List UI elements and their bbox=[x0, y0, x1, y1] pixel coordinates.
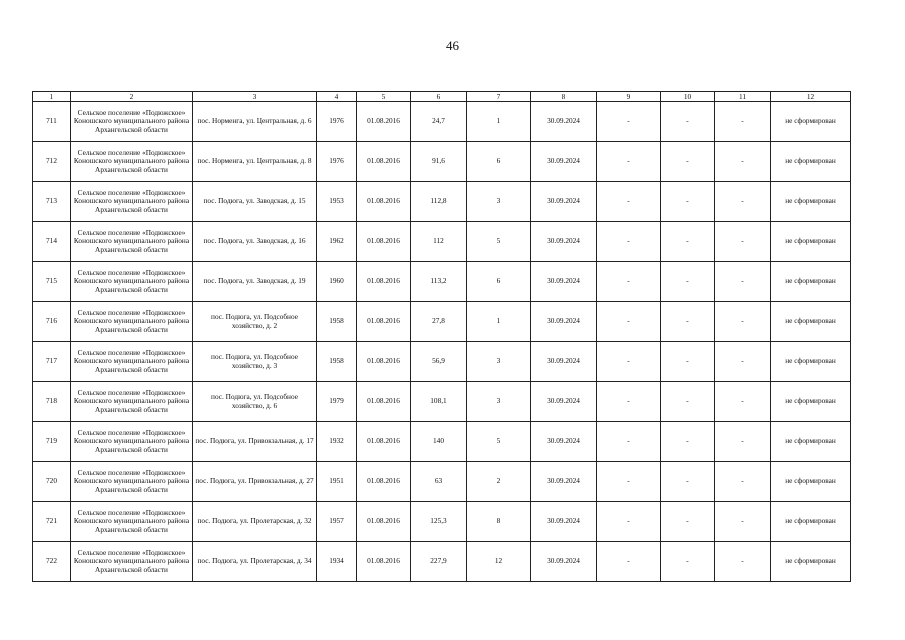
cell-col-11: - bbox=[715, 142, 771, 182]
cell-status: не сформирован bbox=[771, 422, 851, 462]
cell-year-built: 1951 bbox=[317, 462, 357, 502]
cell-municipality: Сельское поселение «Подюжское» Коношского муниципального района Архангельской области bbox=[71, 382, 193, 422]
cell-status: не сформирован bbox=[771, 222, 851, 262]
cell-row-number: 721 bbox=[33, 502, 71, 542]
cell-area: 112 bbox=[411, 222, 467, 262]
cell-row-number: 714 bbox=[33, 222, 71, 262]
cell-col-11: - bbox=[715, 342, 771, 382]
table-row bbox=[33, 502, 851, 542]
cell-col-10: - bbox=[661, 422, 715, 462]
cell-recognition-date: 01.08.2016 bbox=[357, 382, 411, 422]
cell-residents: 12 bbox=[467, 542, 531, 582]
cell-row-number: 717 bbox=[33, 342, 71, 382]
cell-municipality: Сельское поселение «Подюжское» Коношского муниципального района Архангельской области bbox=[71, 182, 193, 222]
table-row bbox=[33, 102, 851, 142]
cell-resettlement-deadline: 30.09.2024 bbox=[531, 542, 597, 582]
cell-area: 63 bbox=[411, 462, 467, 502]
cell-status: не сформирован bbox=[771, 182, 851, 222]
cell-row-number: 711 bbox=[33, 102, 71, 142]
cell-col-9: - bbox=[597, 542, 661, 582]
cell-area: 125,3 bbox=[411, 502, 467, 542]
column-header-2: 2 bbox=[71, 92, 193, 102]
cell-col-9: - bbox=[597, 222, 661, 262]
cell-residents: 3 bbox=[467, 342, 531, 382]
cell-address: пос. Подюга, ул. Пролетарская, д. 32 bbox=[193, 502, 317, 542]
cell-municipality: Сельское поселение «Подюжское» Коношского муниципального района Архангельской области bbox=[71, 302, 193, 342]
cell-row-number: 715 bbox=[33, 262, 71, 302]
cell-address: пос. Норменга, ул. Центральная, д. 8 bbox=[193, 142, 317, 182]
cell-col-9: - bbox=[597, 422, 661, 462]
column-header-7: 7 bbox=[467, 92, 531, 102]
cell-residents: 3 bbox=[467, 182, 531, 222]
column-header-12: 12 bbox=[771, 92, 851, 102]
cell-residents: 6 bbox=[467, 262, 531, 302]
cell-status: не сформирован bbox=[771, 302, 851, 342]
cell-col-11: - bbox=[715, 302, 771, 342]
table-row bbox=[33, 182, 851, 222]
column-header-8: 8 bbox=[531, 92, 597, 102]
cell-resettlement-deadline: 30.09.2024 bbox=[531, 102, 597, 142]
cell-row-number: 720 bbox=[33, 462, 71, 502]
cell-resettlement-deadline: 30.09.2024 bbox=[531, 342, 597, 382]
cell-year-built: 1979 bbox=[317, 382, 357, 422]
cell-municipality: Сельское поселение «Подюжское» Коношского муниципального района Архангельской области bbox=[71, 502, 193, 542]
cell-row-number: 719 bbox=[33, 422, 71, 462]
cell-col-10: - bbox=[661, 342, 715, 382]
table-row bbox=[33, 382, 851, 422]
cell-year-built: 1958 bbox=[317, 302, 357, 342]
column-header-1: 1 bbox=[33, 92, 71, 102]
cell-residents: 1 bbox=[467, 102, 531, 142]
cell-recognition-date: 01.08.2016 bbox=[357, 262, 411, 302]
column-header-11: 11 bbox=[715, 92, 771, 102]
cell-resettlement-deadline: 30.09.2024 bbox=[531, 262, 597, 302]
table-row bbox=[33, 262, 851, 302]
column-header-5: 5 bbox=[357, 92, 411, 102]
cell-address: пос. Подюга, ул. Пролетарская, д. 34 bbox=[193, 542, 317, 582]
cell-resettlement-deadline: 30.09.2024 bbox=[531, 302, 597, 342]
cell-municipality: Сельское поселение «Подюжское» Коношского муниципального района Архангельской области bbox=[71, 102, 193, 142]
cell-area: 27,8 bbox=[411, 302, 467, 342]
table-row bbox=[33, 422, 851, 462]
cell-address: пос. Подюга, ул. Привокзальная, д. 17 bbox=[193, 422, 317, 462]
cell-col-9: - bbox=[597, 502, 661, 542]
cell-col-9: - bbox=[597, 382, 661, 422]
cell-col-9: - bbox=[597, 142, 661, 182]
cell-area: 112,8 bbox=[411, 182, 467, 222]
cell-recognition-date: 01.08.2016 bbox=[357, 462, 411, 502]
cell-municipality: Сельское поселение «Подюжское» Коношского муниципального района Архангельской области bbox=[71, 462, 193, 502]
cell-address: пос. Норменга, ул. Центральная, д. 6 bbox=[193, 102, 317, 142]
cell-status: не сформирован bbox=[771, 102, 851, 142]
cell-col-10: - bbox=[661, 262, 715, 302]
cell-col-10: - bbox=[661, 382, 715, 422]
cell-municipality: Сельское поселение «Подюжское» Коношского муниципального района Архангельской области bbox=[71, 342, 193, 382]
page-number: 46 bbox=[446, 38, 459, 53]
cell-col-10: - bbox=[661, 502, 715, 542]
cell-address: пос. Подюга, ул. Подсобное хозяйство, д. 3 bbox=[193, 342, 317, 382]
cell-municipality: Сельское поселение «Подюжское» Коношского муниципального района Архангельской области bbox=[71, 262, 193, 302]
cell-year-built: 1932 bbox=[317, 422, 357, 462]
table-row bbox=[33, 142, 851, 182]
cell-municipality: Сельское поселение «Подюжское» Коношского муниципального района Архангельской области bbox=[71, 222, 193, 262]
cell-col-9: - bbox=[597, 462, 661, 502]
cell-recognition-date: 01.08.2016 bbox=[357, 422, 411, 462]
cell-residents: 6 bbox=[467, 142, 531, 182]
cell-area: 108,1 bbox=[411, 382, 467, 422]
cell-recognition-date: 01.08.2016 bbox=[357, 502, 411, 542]
cell-year-built: 1953 bbox=[317, 182, 357, 222]
cell-year-built: 1958 bbox=[317, 342, 357, 382]
cell-address: пос. Подюга, ул. Заводская, д. 16 bbox=[193, 222, 317, 262]
cell-residents: 3 bbox=[467, 382, 531, 422]
cell-row-number: 722 bbox=[33, 542, 71, 582]
cell-address: пос. Подюга, ул. Привокзальная, д. 27 bbox=[193, 462, 317, 502]
cell-col-10: - bbox=[661, 542, 715, 582]
cell-resettlement-deadline: 30.09.2024 bbox=[531, 142, 597, 182]
cell-resettlement-deadline: 30.09.2024 bbox=[531, 222, 597, 262]
column-header-6: 6 bbox=[411, 92, 467, 102]
cell-col-11: - bbox=[715, 422, 771, 462]
cell-year-built: 1976 bbox=[317, 102, 357, 142]
cell-col-10: - bbox=[661, 462, 715, 502]
cell-status: не сформирован bbox=[771, 262, 851, 302]
table-row bbox=[33, 222, 851, 262]
table-row bbox=[33, 342, 851, 382]
cell-recognition-date: 01.08.2016 bbox=[357, 342, 411, 382]
cell-residents: 2 bbox=[467, 462, 531, 502]
cell-status: не сформирован bbox=[771, 542, 851, 582]
cell-col-11: - bbox=[715, 462, 771, 502]
cell-area: 56,9 bbox=[411, 342, 467, 382]
registry-table bbox=[32, 91, 851, 582]
cell-area: 91,6 bbox=[411, 142, 467, 182]
cell-status: не сформирован bbox=[771, 502, 851, 542]
cell-col-9: - bbox=[597, 342, 661, 382]
cell-row-number: 716 bbox=[33, 302, 71, 342]
cell-col-11: - bbox=[715, 262, 771, 302]
cell-resettlement-deadline: 30.09.2024 bbox=[531, 182, 597, 222]
cell-recognition-date: 01.08.2016 bbox=[357, 102, 411, 142]
cell-address: пос. Подюга, ул. Подсобное хозяйство, д. 6 bbox=[193, 382, 317, 422]
cell-recognition-date: 01.08.2016 bbox=[357, 182, 411, 222]
cell-col-9: - bbox=[597, 182, 661, 222]
table-row bbox=[33, 542, 851, 582]
cell-recognition-date: 01.08.2016 bbox=[357, 222, 411, 262]
table-header-row bbox=[33, 92, 851, 102]
cell-col-10: - bbox=[661, 222, 715, 262]
cell-resettlement-deadline: 30.09.2024 bbox=[531, 422, 597, 462]
cell-col-9: - bbox=[597, 262, 661, 302]
cell-col-11: - bbox=[715, 382, 771, 422]
cell-residents: 8 bbox=[467, 502, 531, 542]
column-header-9: 9 bbox=[597, 92, 661, 102]
cell-status: не сформирован bbox=[771, 382, 851, 422]
cell-col-9: - bbox=[597, 302, 661, 342]
table-row bbox=[33, 302, 851, 342]
cell-col-11: - bbox=[715, 182, 771, 222]
cell-status: не сформирован bbox=[771, 142, 851, 182]
cell-status: не сформирован bbox=[771, 462, 851, 502]
cell-municipality: Сельское поселение «Подюжское» Коношского муниципального района Архангельской области bbox=[71, 142, 193, 182]
cell-municipality: Сельское поселение «Подюжское» Коношского муниципального района Архангельской области bbox=[71, 542, 193, 582]
cell-recognition-date: 01.08.2016 bbox=[357, 302, 411, 342]
cell-area: 24,7 bbox=[411, 102, 467, 142]
cell-status: не сформирован bbox=[771, 342, 851, 382]
cell-area: 227,9 bbox=[411, 542, 467, 582]
cell-municipality: Сельское поселение «Подюжское» Коношского муниципального района Архангельской области bbox=[71, 422, 193, 462]
cell-year-built: 1960 bbox=[317, 262, 357, 302]
table-body bbox=[33, 92, 851, 582]
column-header-10: 10 bbox=[661, 92, 715, 102]
cell-address: пос. Подюга, ул. Заводская, д. 19 bbox=[193, 262, 317, 302]
cell-resettlement-deadline: 30.09.2024 bbox=[531, 502, 597, 542]
column-header-3: 3 bbox=[193, 92, 317, 102]
cell-row-number: 712 bbox=[33, 142, 71, 182]
cell-resettlement-deadline: 30.09.2024 bbox=[531, 382, 597, 422]
cell-row-number: 718 bbox=[33, 382, 71, 422]
cell-year-built: 1957 bbox=[317, 502, 357, 542]
cell-col-9: - bbox=[597, 102, 661, 142]
cell-col-10: - bbox=[661, 302, 715, 342]
cell-area: 140 bbox=[411, 422, 467, 462]
cell-address: пос. Подюга, ул. Подсобное хозяйство, д. 2 bbox=[193, 302, 317, 342]
cell-col-11: - bbox=[715, 502, 771, 542]
cell-col-10: - bbox=[661, 142, 715, 182]
cell-area: 113,2 bbox=[411, 262, 467, 302]
cell-year-built: 1962 bbox=[317, 222, 357, 262]
cell-residents: 1 bbox=[467, 302, 531, 342]
cell-col-11: - bbox=[715, 222, 771, 262]
column-header-4: 4 bbox=[317, 92, 357, 102]
cell-year-built: 1934 bbox=[317, 542, 357, 582]
cell-recognition-date: 01.08.2016 bbox=[357, 542, 411, 582]
cell-col-10: - bbox=[661, 102, 715, 142]
cell-year-built: 1976 bbox=[317, 142, 357, 182]
cell-row-number: 713 bbox=[33, 182, 71, 222]
cell-address: пос. Подюга, ул. Заводская, д. 15 bbox=[193, 182, 317, 222]
cell-col-10: - bbox=[661, 182, 715, 222]
cell-col-11: - bbox=[715, 102, 771, 142]
cell-residents: 5 bbox=[467, 222, 531, 262]
cell-recognition-date: 01.08.2016 bbox=[357, 142, 411, 182]
table-row bbox=[33, 462, 851, 502]
cell-col-11: - bbox=[715, 542, 771, 582]
cell-residents: 5 bbox=[467, 422, 531, 462]
cell-resettlement-deadline: 30.09.2024 bbox=[531, 462, 597, 502]
